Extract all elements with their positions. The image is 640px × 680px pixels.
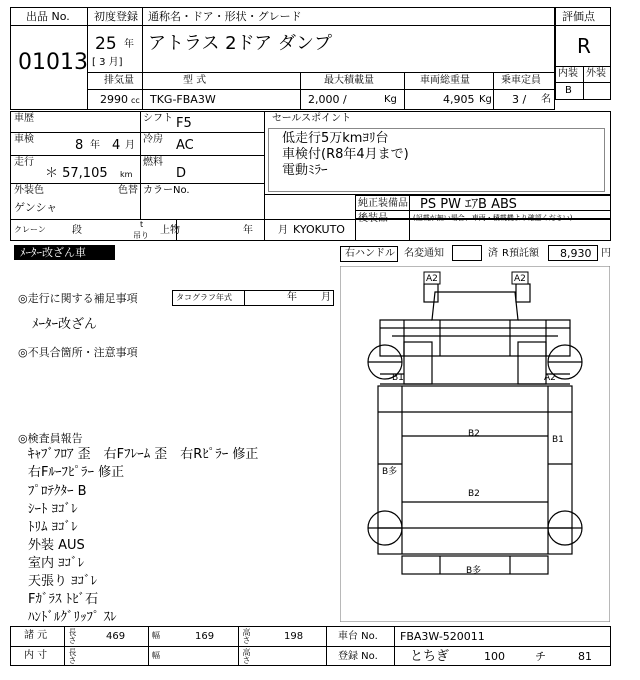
inside-height-label: 高さ — [242, 648, 251, 664]
recycle-prefix: 済 — [488, 248, 498, 259]
cooling-label: 冷房 — [143, 134, 163, 145]
name-change-box — [452, 245, 482, 261]
max-load-unit: Kg — [384, 94, 397, 105]
inspector-line-5: ﾄﾘﾑ ﾖｺﾞﾚ — [28, 520, 78, 535]
capacity-label: 乗車定員 — [501, 75, 541, 86]
shift: F5 — [176, 116, 192, 131]
reg-kana: チ — [535, 650, 546, 663]
chassis-label: 車台 No. — [338, 631, 378, 642]
inspector-line-7: 室内 ﾖｺﾞﾚ — [28, 556, 85, 571]
shift-label: シフト — [143, 113, 173, 124]
car-name-label: 通称名・ドア・形状・グレード — [148, 10, 302, 23]
height: 198 — [284, 631, 304, 642]
rating: R — [577, 34, 591, 58]
first-reg-label: 初度登録 — [94, 10, 138, 23]
first-reg-month: [ 3 月] — [92, 57, 123, 68]
interior-value: B — [565, 85, 572, 96]
inspection-label: 車検 — [14, 134, 34, 145]
reg-number: 81 — [578, 650, 592, 663]
height-label: 高さ — [242, 628, 251, 644]
width: 169 — [195, 631, 215, 642]
recycle-label: R預託額 — [502, 248, 539, 259]
mark-bed-rear: B2 — [468, 489, 480, 499]
tachograph-year-unit: 年 — [287, 292, 297, 303]
capacity: 3 / — [512, 93, 527, 106]
first-reg-year: 25 — [95, 34, 117, 54]
recycle-unit: 円 — [601, 248, 611, 259]
body-month-unit: 月 — [278, 225, 288, 236]
inspector-line-1: ｷｬﾌﾞﾌﾛｱ 歪 右Fﾌﾚｰﾑ 歪 右Rﾋﾟﾗｰ 修正 — [28, 447, 259, 462]
year-unit: 年 — [124, 39, 134, 50]
inside-length-label: 長さ — [68, 648, 77, 664]
sales-item-2: 車検付(R8年4月まで) — [282, 147, 409, 162]
model: TKG-FBA3W — [150, 93, 216, 106]
inspector-line-10: ﾊﾝﾄﾞﾙｸﾞﾘｯﾌﾟ ｽﾚ — [28, 610, 117, 625]
equipment-value: PS PW ｴｱB ABS — [420, 197, 517, 212]
body-label: 上物 — [160, 225, 180, 236]
defects-label: ◎不具合箇所・注意事項 — [18, 346, 138, 359]
max-load-label: 最大積載量 — [324, 75, 374, 86]
gross-weight: 4,905 — [443, 93, 475, 106]
color-change-label: 色替 — [118, 185, 138, 196]
capacity-unit: 名 — [541, 94, 551, 105]
mark-bed-front: B2 — [468, 429, 480, 439]
body-year-unit: 年 — [243, 225, 253, 236]
chassis: FBA3W-520011 — [400, 630, 485, 643]
mark-cab-right: A2 — [544, 373, 556, 383]
reg-label: 登録 No. — [338, 651, 378, 662]
tachograph-month-unit: 月 — [321, 292, 331, 303]
inside-width-label: 幅 — [152, 651, 160, 660]
inspector-line-6: 外装 AUS — [28, 538, 85, 553]
driving-note: ﾒｰﾀｰ改ざん — [32, 317, 98, 332]
history-label: 車歴 — [14, 113, 34, 124]
inspection-month: 4 — [112, 138, 121, 153]
meter-badge: ﾒｰﾀｰ改ざん車 — [14, 245, 115, 260]
exterior-label: 外装 — [586, 68, 606, 79]
tachograph-label: タコグラフ年式 — [176, 293, 232, 302]
cooling: AC — [176, 138, 194, 153]
aftermarket-label: 後装品 — [358, 213, 388, 224]
crane-stage: 段 — [72, 225, 82, 236]
inspection-year: 8 — [75, 138, 84, 153]
driving-label: ◎走行に関する補足事項 — [18, 292, 138, 305]
inspector-line-9: Fｶﾞﾗｽ ﾄﾋﾞ石 — [28, 592, 99, 607]
mileage: ＊ 57,105 — [45, 166, 108, 181]
mark-bed-right: B1 — [552, 435, 564, 445]
inspector-label: ◎検査員報告 — [18, 432, 83, 445]
recycle-value: 8,930 — [560, 247, 592, 260]
crane-ton: t — [140, 220, 144, 229]
displacement: 2990 — [100, 93, 128, 106]
sales-item-1: 低走行5万kmﾖﾘ台 — [282, 131, 389, 146]
inside-label: 内 寸 — [24, 650, 48, 661]
aftermarket-note: (記載が無い場合、車両・積載機より確認ください) — [413, 214, 573, 222]
mark-tail: B多 — [466, 566, 482, 576]
mark-cab-left: B1 — [392, 373, 404, 383]
mark-bed-left: B多 — [382, 467, 398, 477]
sales-label: セールスポイント — [272, 113, 352, 124]
mileage-label: 走行 — [14, 157, 34, 168]
inspector-line-3: ﾌﾟﾛﾃｸﾀｰ B — [28, 484, 87, 499]
reg-region: とちぎ — [410, 649, 450, 664]
displacement-unit: cc — [131, 96, 140, 105]
sales-item-3: 電動ﾐﾗｰ — [282, 163, 328, 178]
displacement-label: 排気量 — [104, 75, 134, 86]
steering: 右ハンドル — [345, 248, 395, 259]
crane-suspend: 吊り — [133, 231, 149, 240]
inspection-year-unit: 年 — [90, 140, 100, 151]
crane-label: クレーン — [14, 225, 46, 234]
lot-no-label: 出品 No. — [26, 10, 70, 23]
gross-weight-unit: Kg — [479, 94, 492, 105]
length-label: 長さ — [68, 628, 77, 644]
dims-label: 諸 元 — [24, 630, 48, 641]
gross-weight-label: 車両総重量 — [420, 75, 470, 86]
car-name: アトラス 2ドア ダンプ — [148, 33, 332, 54]
mileage-unit: km — [120, 170, 133, 179]
truck-diagram — [340, 266, 610, 622]
inspection-month-unit: 月 — [125, 140, 135, 151]
length: 469 — [106, 631, 126, 642]
inspector-line-8: 天張り ﾖｺﾞﾚ — [28, 574, 98, 589]
name-change-label: 名変通知 — [404, 248, 444, 259]
max-load: 2,000 / — [308, 93, 347, 106]
equipment-label: 純正装備品 — [358, 198, 408, 209]
rating-label: 評価点 — [562, 10, 595, 23]
lot-no: 01013 — [18, 50, 88, 75]
reg-class: 100 — [484, 650, 505, 663]
interior-label: 内装 — [558, 68, 578, 79]
mark-top-right: A2 — [514, 274, 526, 284]
mark-top-left: A2 — [426, 274, 438, 284]
exterior-color-label: 外装色 — [14, 185, 44, 196]
model-label: 型 式 — [183, 75, 207, 86]
exterior-color: ゲンシャ — [14, 201, 58, 214]
fuel: D — [176, 166, 187, 181]
body-maker: KYOKUTO — [293, 223, 345, 236]
width-label: 幅 — [152, 631, 160, 640]
inspector-line-4: ｼｰﾄ ﾖｺﾞﾚ — [28, 502, 78, 517]
inspector-line-2: 右Fﾙｰﾌﾋﾟﾗｰ 修正 — [28, 465, 125, 480]
color-no-label: カラーNo. — [143, 185, 190, 196]
fuel-label: 燃料 — [143, 157, 163, 168]
